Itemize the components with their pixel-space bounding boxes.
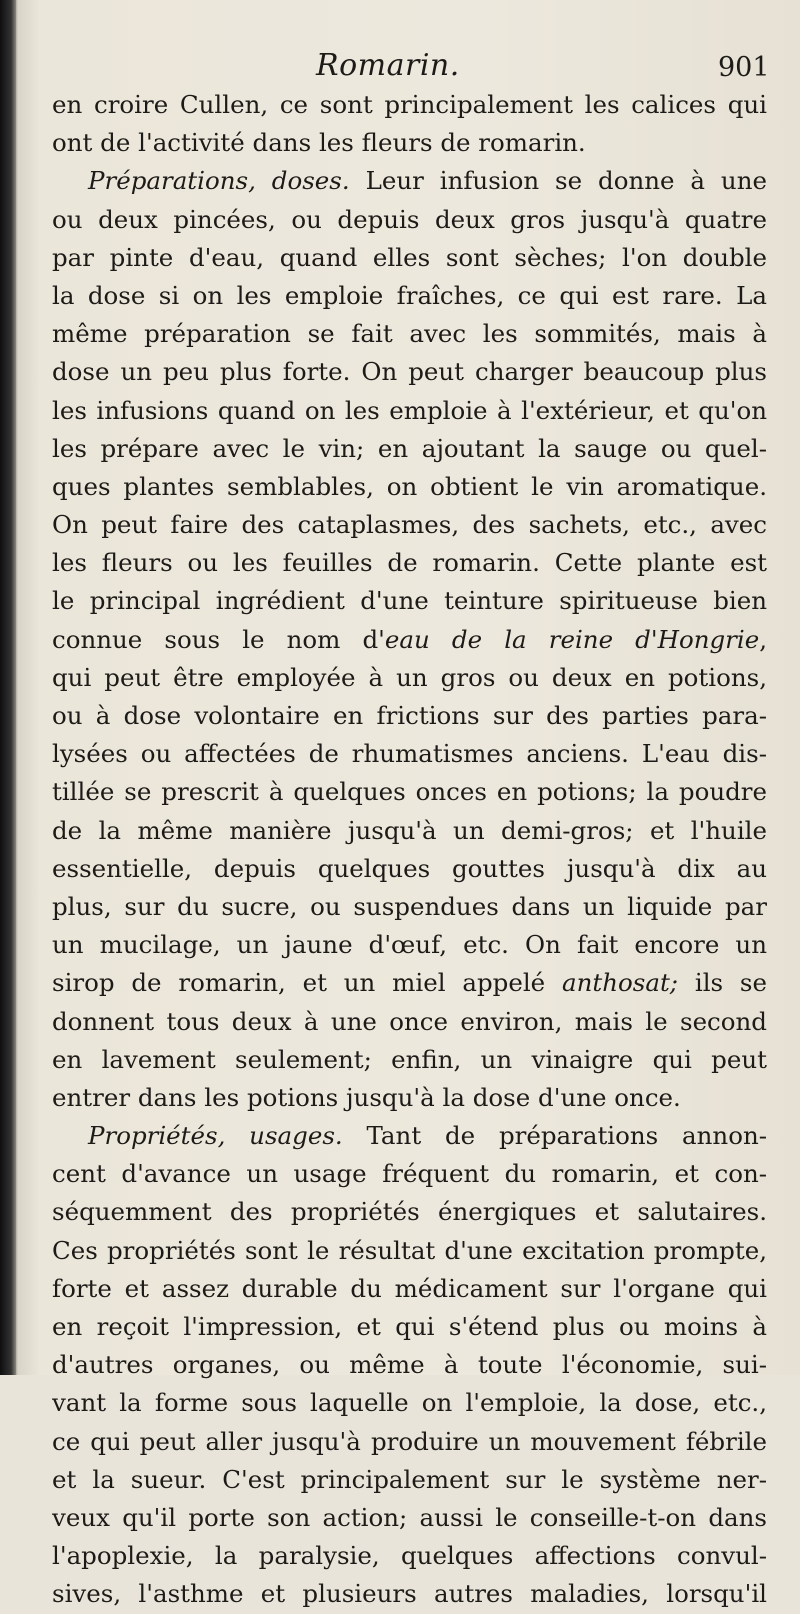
line-text: plus, sur du sucre, ou suspendues dans un liquide par bbox=[52, 891, 767, 921]
line-text: cent d'avance un usage fréquent du romarin, et con- bbox=[52, 1159, 767, 1189]
line-text: lysées ou affectées de rhumatismes anciens. L'eau dis- bbox=[52, 739, 767, 769]
text-line bbox=[52, 1537, 767, 1575]
page-number: 901 bbox=[718, 52, 770, 83]
line-text: en croire Cullen, ce sont principalement les calices qui bbox=[52, 90, 767, 119]
body-text bbox=[52, 86, 767, 1614]
line-text: la dose si on les emploie fraîches, ce qui est rare. La bbox=[52, 280, 767, 310]
line-text: un mucilage, un jaune d'œuf, etc. On fait encore un bbox=[52, 930, 767, 960]
line-text: même préparation se fait avec les sommités, mais à bbox=[52, 319, 767, 349]
section-heading: Préparations, doses. bbox=[88, 166, 350, 196]
line-text: veux qu'il porte son action; aussi le conseille-t-on dans bbox=[52, 1502, 767, 1532]
italic-term: eau de la reine d'Hongrie bbox=[384, 624, 760, 654]
line-text: Leur infusion se donne à une bbox=[349, 166, 767, 196]
line-text: Ces propriétés sont le résultat d'une excitation prompte, bbox=[52, 1235, 767, 1265]
text-line bbox=[52, 162, 767, 200]
text-line bbox=[52, 1003, 767, 1041]
text-line bbox=[52, 353, 767, 391]
line-text: donnent tous deux à une once environ, mais le second bbox=[52, 1006, 767, 1036]
text-line bbox=[52, 392, 767, 430]
line-text: entrer dans les potions jusqu'à la dose d'une once. bbox=[52, 1082, 681, 1112]
text-line bbox=[52, 239, 767, 277]
text-line bbox=[52, 964, 767, 1002]
line-text: sives, l'asthme et plusieurs autres maladies, lorsqu'il bbox=[52, 1579, 767, 1609]
line-text: Tant de préparations annon- bbox=[342, 1121, 767, 1151]
text-line bbox=[52, 1155, 767, 1193]
text-line bbox=[52, 697, 767, 735]
line-text: les fleurs ou les feuilles de romarin. Cette plante est bbox=[52, 548, 767, 578]
line-text: les infusions quand on les emploie à l'extérieur, et qu'on bbox=[52, 395, 767, 425]
line-text: ou deux pincées, ou depuis deux gros jusqu'à quatre bbox=[52, 204, 767, 234]
text-line bbox=[52, 1346, 767, 1384]
text-line bbox=[52, 582, 767, 620]
section-heading: Propriétés, usages. bbox=[88, 1121, 343, 1151]
line-text: forte et assez durable du médicament sur l'organe qui bbox=[52, 1273, 767, 1303]
page-header bbox=[0, 48, 800, 88]
line-text: en lavement seulement; enfin, un vinaigre qui peut bbox=[52, 1044, 767, 1074]
book-spine bbox=[0, 0, 16, 1375]
text-line bbox=[52, 86, 767, 124]
running-head: Romarin. bbox=[316, 48, 460, 83]
text-line bbox=[52, 812, 767, 850]
line-text: ont de l'activité dans les fleurs de romarin. bbox=[52, 128, 586, 158]
text-line bbox=[52, 888, 767, 926]
line-text: en reçoit l'impression, et qui s'étend plus ou moins à bbox=[52, 1312, 767, 1341]
line-text: l'apoplexie, la paralysie, quelques affections convul- bbox=[52, 1541, 767, 1571]
line-text: On peut faire des cataplasmes, des sachets, etc., avec bbox=[52, 510, 767, 540]
text-line bbox=[52, 1193, 767, 1231]
text-line bbox=[52, 124, 767, 162]
line-text: essentielle, depuis quelques gouttes jusqu'à dix au bbox=[52, 853, 767, 883]
text-line bbox=[52, 850, 767, 888]
text-line bbox=[52, 1499, 767, 1537]
text-line bbox=[52, 1423, 767, 1461]
line-text: ou à dose volontaire en frictions sur des parties para- bbox=[52, 701, 767, 730]
text-line bbox=[52, 544, 767, 582]
text-line bbox=[52, 201, 767, 239]
text-line bbox=[52, 1575, 767, 1613]
text-line bbox=[52, 926, 767, 964]
line-text: dose un peu plus forte. On peut charger beaucoup plus bbox=[52, 357, 767, 387]
line-text: qui peut être employée à un gros ou deux en potions, bbox=[52, 662, 767, 692]
line-text: ques plantes semblables, on obtient le vin aromatique. bbox=[52, 471, 767, 501]
line-text: de la même manière jusqu'à un demi-gros; et l'huile bbox=[52, 815, 767, 845]
text-line bbox=[52, 621, 767, 659]
line-text: sirop de romarin, et un miel appelé bbox=[52, 968, 562, 998]
text-line bbox=[52, 735, 767, 773]
text-line bbox=[52, 430, 767, 468]
line-text: le principal ingrédient d'une teinture spiritueuse bien bbox=[52, 586, 767, 616]
line-text: les prépare avec le vin; en ajoutant la sauge ou quel- bbox=[52, 433, 767, 463]
line-text: ce qui peut aller jusqu'à produire un mouvement fébrile bbox=[52, 1426, 767, 1456]
text-line bbox=[52, 1384, 767, 1422]
line-text: tillée se prescrit à quelques onces en potions; la poudre bbox=[52, 777, 767, 807]
text-line bbox=[52, 1117, 767, 1155]
text-line bbox=[52, 1461, 767, 1499]
line-text: d'autres organes, ou même à toute l'économie, sui- bbox=[52, 1350, 767, 1380]
line-text: et la sueur. C'est principalement sur le système ner- bbox=[52, 1464, 767, 1494]
line-text: vant la forme sous laquelle on l'emploie, la dose, etc., bbox=[52, 1388, 767, 1418]
line-text-after: , bbox=[759, 624, 767, 654]
text-line bbox=[52, 468, 767, 506]
line-text: par pinte d'eau, quand elles sont sèches; l'on double bbox=[52, 242, 767, 272]
italic-term: anthosat; bbox=[562, 968, 679, 998]
text-line bbox=[52, 1079, 767, 1117]
line-text-after: ils se bbox=[678, 968, 767, 998]
line-text: connue sous le nom d' bbox=[52, 624, 385, 654]
text-line bbox=[52, 506, 767, 544]
text-line bbox=[52, 1270, 767, 1308]
text-line bbox=[52, 315, 767, 353]
text-line bbox=[52, 773, 767, 811]
text-line bbox=[52, 277, 767, 315]
text-line bbox=[52, 1041, 767, 1079]
line-text: séquemment des propriétés énergiques et salutaires. bbox=[52, 1197, 767, 1227]
text-line bbox=[52, 659, 767, 697]
text-line bbox=[52, 1232, 767, 1270]
text-line bbox=[52, 1308, 767, 1346]
